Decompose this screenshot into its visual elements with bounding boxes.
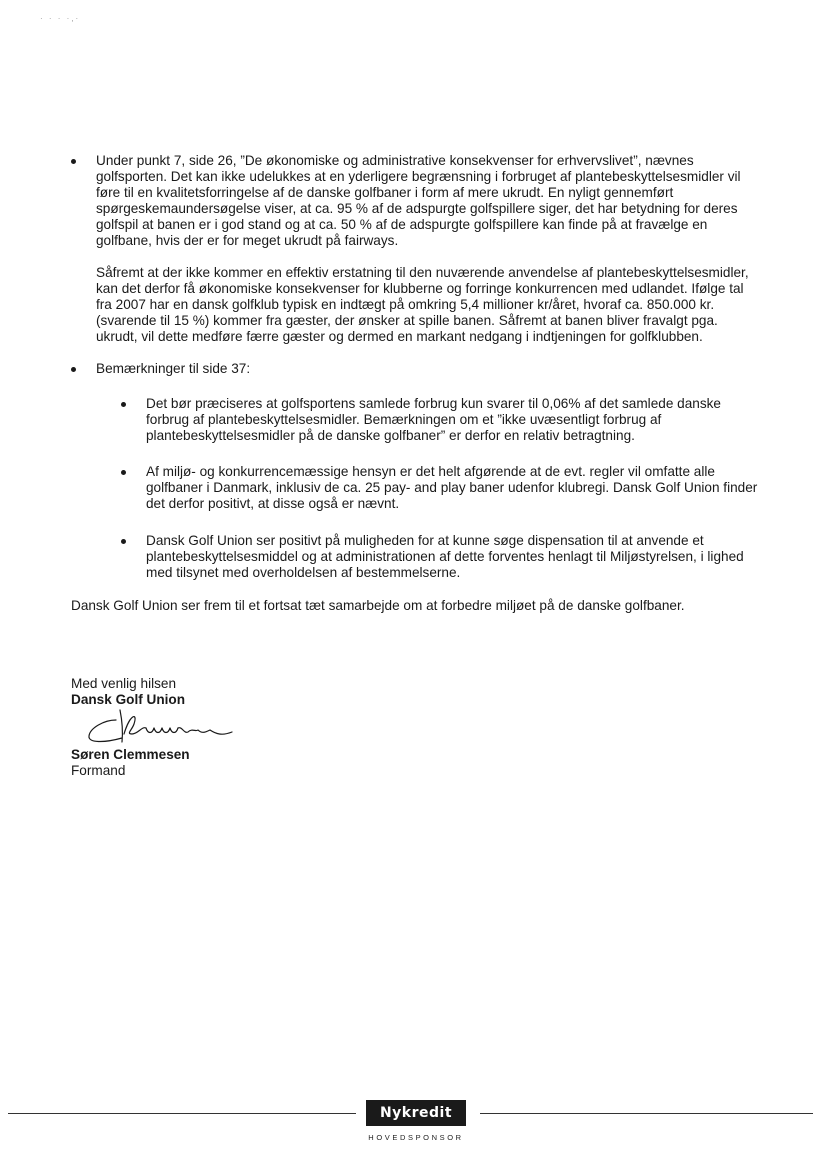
sub-bullet-2 [121, 464, 769, 512]
footer-rule-right [480, 1113, 813, 1114]
bullet1-paragraph-1: Under punkt 7, side 26, ”De økonomiske og administrative konsekvenser for erhvervslivet”, nævnes golfsporten. Det kan ikke udelukkes at en yderligere begrænsning i forbruget af plantebeskyttelsesmidler vil føre til en kvalitetsforringelse af de danske golfbaner i form af mere ukrudt. En nyligt gennemført spørgeskemaundersøgelse viser, at ca. 95 % af de adspurgte golfspillere siger, det har betydning for deres golfspil at banen er i god stand og at ca. 50 % af de adspurgte golfspillere kan finde på at fravælge en golfbane, hvis der er for meget ukrudt på fairways. [96, 153, 741, 248]
signer-name: Søren Clemmesen [71, 747, 190, 762]
bullet-item-1 [71, 153, 761, 345]
sub-bullet-3 [121, 533, 761, 581]
bullet-dot [71, 367, 76, 372]
sub-bullet-2-text: Af miljø- og konkurrencemæssige hensyn er det helt afgørende at de evt. regler vil omfatte alle golfbaner i Danmark, inklusiv de ca. 25 pay- and play baner udenfor klubregi. Dansk Golf Union finder det derfor positivt, at disse også er nævnt. [146, 464, 758, 511]
bullet-dot [71, 159, 76, 164]
closing-sentence: Dansk Golf Union ser frem til et fortsat tæt samarbejde om at forbedre miljøet på de danske golfbaner. [71, 598, 685, 613]
bullet2-heading: Bemærkninger til side 37: [96, 361, 251, 376]
sub-bullet-1 [121, 396, 761, 444]
sub-bullet-dot [121, 470, 126, 475]
footer-rule-left [8, 1113, 356, 1114]
sub-bullet-dot [121, 539, 126, 544]
greeting: Med venlig hilsen [71, 676, 177, 691]
sponsor-label: HOVEDSPONSOR [368, 1133, 464, 1142]
sub-bullet-3-text: Dansk Golf Union ser positivt på muligheden for at kunne søge dispensation til at anvende et plantebeskyttelsesmiddel og at administrationen af dette forventes henlagt til Miljøstyrelsen, i lighed med tilsynet med overholdelsen af bestemmelserne. [146, 533, 744, 580]
signer-title: Formand [71, 763, 126, 778]
bullet-item-2 [71, 361, 761, 377]
organization-name: Dansk Golf Union [71, 692, 186, 707]
bullet1-paragraph-2: Såfremt at der ikke kommer en effektiv erstatning til den nuværende anvendelse af plantebeskyttelsesmidler, kan det derfor få økonomiske konsekvenser for klubberne og forringe konkurrencen med udlandet. Ifølge tal fra 2007 har en dansk golfklub typisk en indtægt på omkring 5,4 millioner kr/året, hvoraf ca. 850.000 kr. (svarende til 15 %) kommer fra gæster, der ønsker at spille banen. Såfremt at banen bliver fravalgt pga. ukrudt, vil dette medføre færre gæster og dermed en markant nedgang i indtjeningen for golfklubben. [96, 265, 749, 344]
nykredit-logo: Nykredit [366, 1100, 466, 1126]
sub-bullet-dot [121, 402, 126, 407]
sub-bullet-1-text: Det bør præciseres at golfsportens samlede forbrug kun svarer til 0,06% af det samlede danske forbrug af plantebeskyttelsesmidler. Bemærkningen om et ”ikke uvæsentligt forbrug af plantebeskyttelsesmidler på de danske golfbaner” er derfor en relativ betragtning. [146, 396, 721, 443]
handwritten-signature [86, 706, 236, 746]
scan-specks: · · · ·,· [40, 14, 81, 23]
